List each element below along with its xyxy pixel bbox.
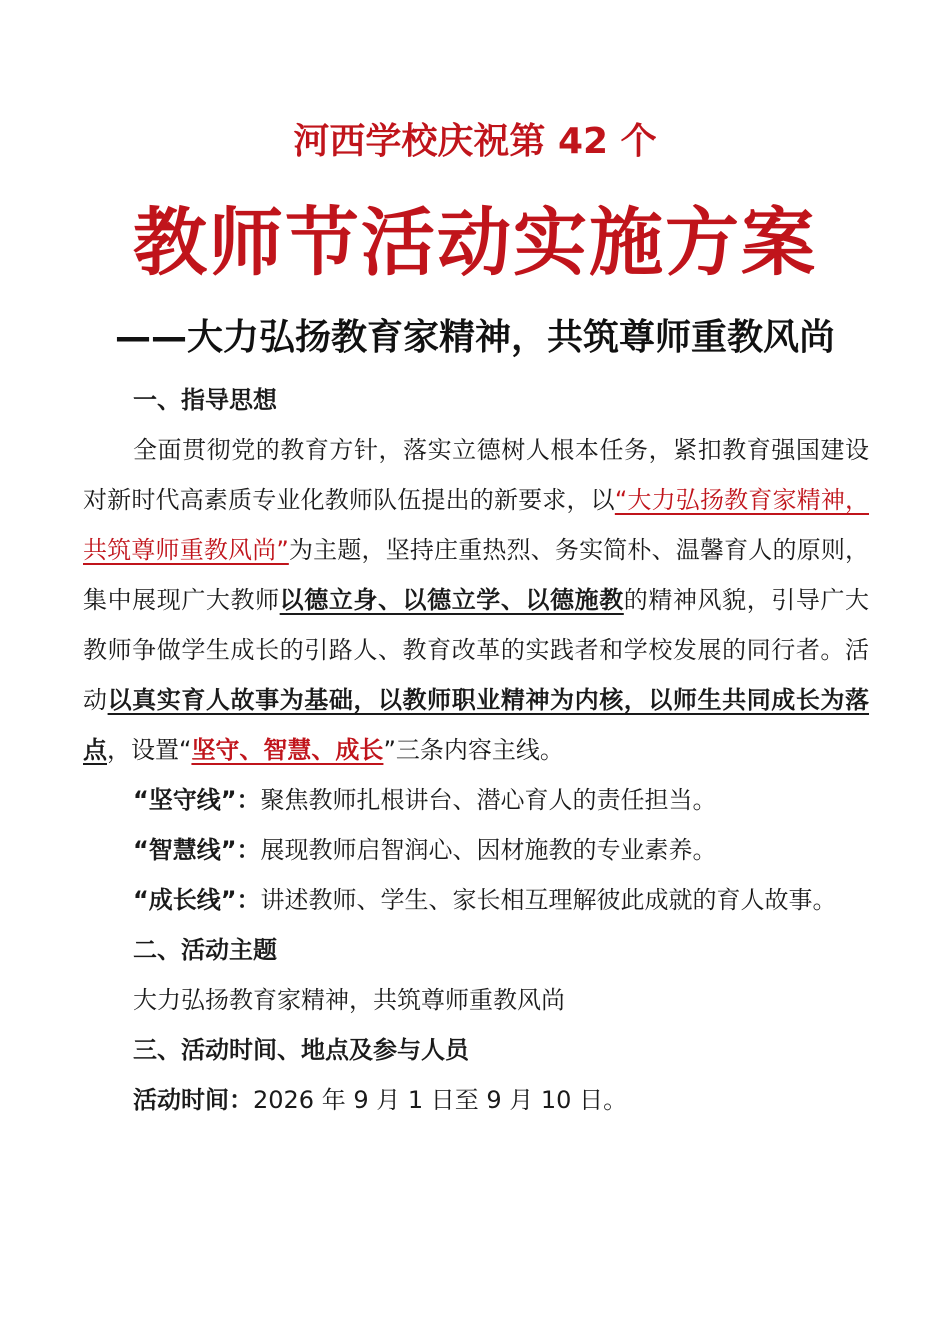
- line-label: “智慧线”：: [133, 836, 261, 864]
- activity-time-label: 活动时间：: [133, 1086, 253, 1114]
- section-heading-time-place: 三、活动时间、地点及参与人员: [133, 1036, 469, 1064]
- paragraph-text: 的精神风貌，引导广大教师争做学生成长的引路人、教育改革的实践者和学校发展的同行者。活动: [83, 586, 870, 714]
- activity-basis-emphasis: 以真实育人故事为基础，以教师职业精神为内核，以师生共同成长为落点: [83, 686, 870, 764]
- line-label: “坚守线”：: [133, 786, 261, 814]
- activity-time: [83, 1075, 869, 1125]
- document-title: 教师节活动实施方案: [133, 200, 817, 286]
- content-line-wisdom: [83, 825, 869, 875]
- document-subtitle: ——大力弘扬教育家精神，共筑尊师重教风尚: [114, 317, 835, 358]
- section-heading-activity-theme: 二、活动主题: [133, 936, 277, 964]
- document-supertitle: 河西学校庆祝第 42 个: [293, 121, 657, 162]
- line-text: 展现教师启智润心、因材施教的专业素养。: [260, 836, 717, 864]
- paragraph-text: ，设置“: [107, 736, 192, 764]
- activity-time-value: 2026 年 9 月 1 日至 9 月 10 日。: [253, 1086, 628, 1114]
- virtue-emphasis: 以德立身、以德立学、以德施教: [279, 586, 624, 614]
- main-lines-highlight: 坚守、智慧、成长: [191, 736, 384, 764]
- activity-theme-text: 大力弘扬教育家精神，共筑尊师重教风尚: [133, 986, 565, 1014]
- document-body: [83, 375, 869, 1125]
- content-line-persistence: [83, 775, 869, 825]
- line-text: 聚焦教师扎根讲台、潜心育人的责任担当。: [260, 786, 717, 814]
- paragraph-text: 为主题，坚持庄重热烈、务实简朴、温馨育人的原则，集中展现广大教师: [83, 536, 869, 614]
- paragraph-text: ”三条内容主线。: [383, 736, 564, 764]
- guiding-ideology-paragraph: [83, 425, 869, 775]
- section-heading-guiding-ideology: 一、指导思想: [133, 386, 277, 414]
- line-text: 讲述教师、学生、家长相互理解彼此成就的育人故事。: [260, 886, 837, 914]
- line-label: “成长线”：: [133, 886, 261, 914]
- content-line-growth: [83, 875, 869, 925]
- paragraph-text: 全面贯彻党的教育方针，落实立德树人根本任务，紧扣教育强国建设对新时代高素质专业化教师队伍提出的新要求，以: [83, 436, 869, 514]
- theme-highlight: “大力弘扬教育家精神，共筑尊师重教风尚”: [83, 486, 869, 564]
